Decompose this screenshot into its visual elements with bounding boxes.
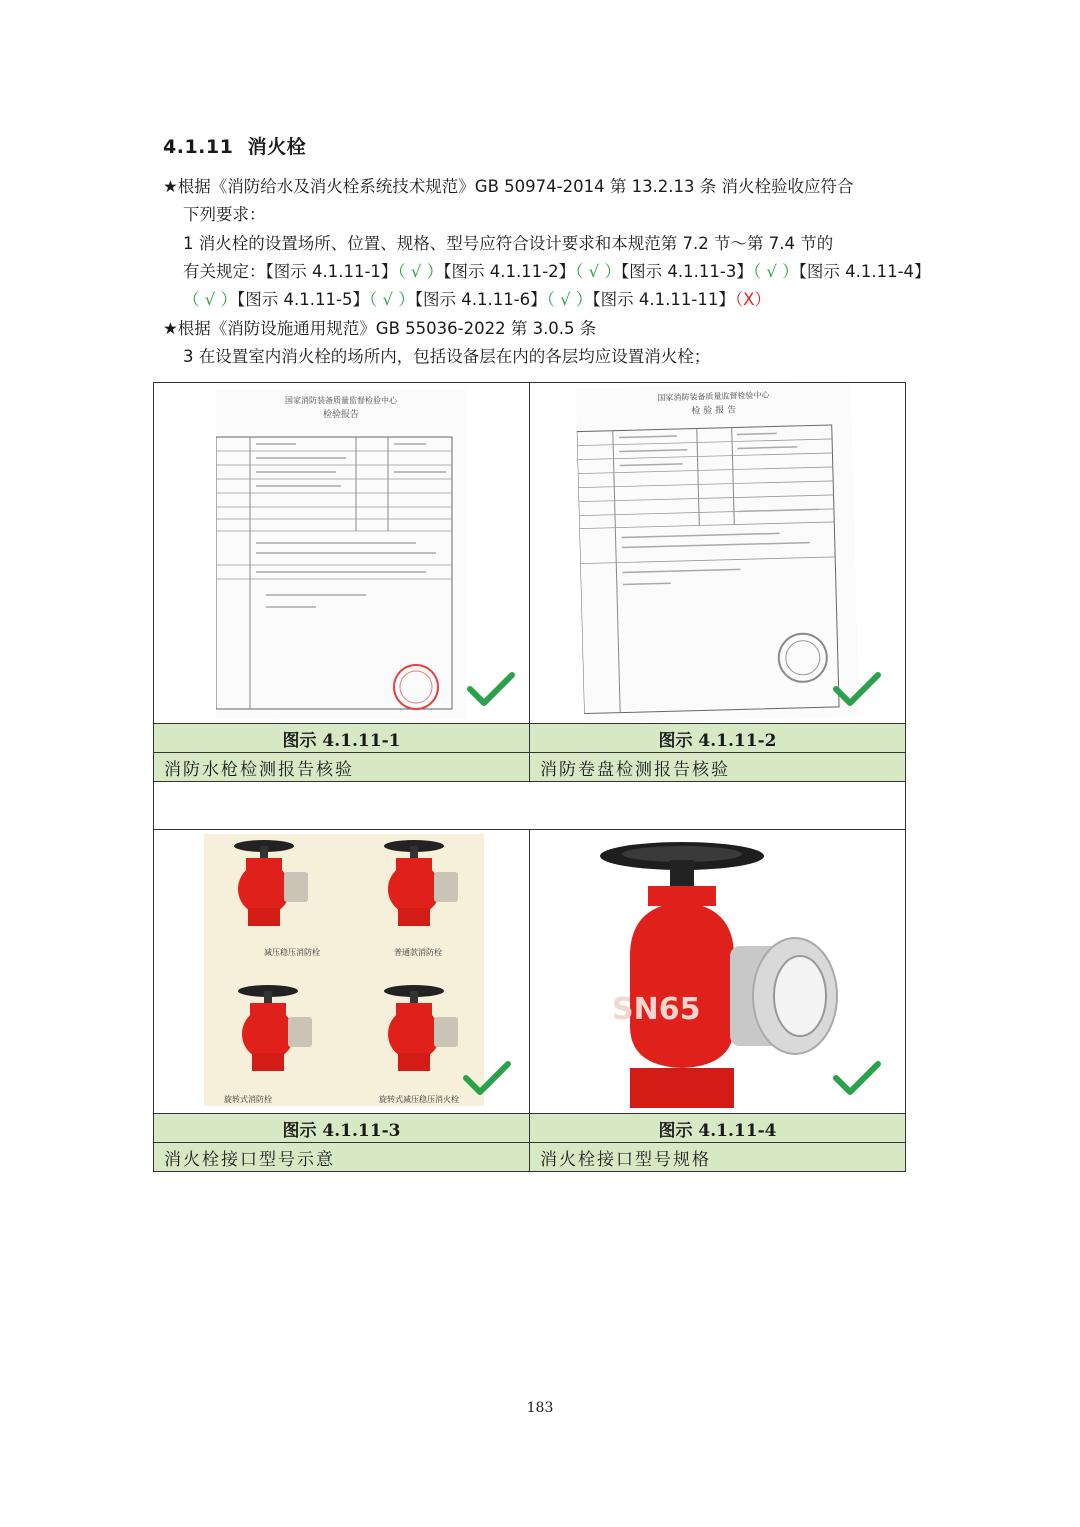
report-table-drawing — [216, 419, 466, 719]
figure-ref: 【图示 4.1.11-4】 — [798, 262, 931, 281]
figure-number: 图示 4.1.11-2 — [530, 724, 906, 753]
hydrant-illustrations — [204, 834, 484, 1106]
report-document-image — [576, 383, 860, 724]
check-mark: （ √ ） — [752, 262, 799, 281]
paragraph-1-line-1: ★根据《消防给水及消火栓系统技术规范》GB 50974-2014 第 13.2.13 条 消火栓验收应符合 — [163, 177, 854, 196]
check-mark: （ √ ） — [397, 262, 444, 281]
figure-image-hydrant-sn65 — [530, 830, 906, 1114]
paragraph-2-line-2 — [183, 258, 943, 287]
check-mark: （ √ ） — [546, 290, 593, 309]
figure-table — [153, 382, 906, 1172]
check-icon — [466, 671, 516, 707]
figure-caption: 消防水枪检测报告核验 — [154, 753, 530, 782]
figure-ref: 【图示 4.1.11-5】 — [237, 290, 369, 309]
paragraph-1-line-2: 下列要求： — [183, 205, 266, 224]
hydrant-label: 减压稳压消防栓 — [264, 948, 320, 957]
figure-number: 图示 4.1.11-3 — [154, 1114, 530, 1143]
hydrant-label: 普通款消防栓 — [394, 948, 442, 957]
hydrant-photo — [590, 836, 850, 1108]
section-heading — [163, 132, 306, 159]
check-mark: （ √ ） — [183, 290, 238, 309]
figure-ref: 【图示 4.1.11-2】 — [443, 262, 576, 281]
report-document-image — [216, 389, 466, 719]
figure-image-report-2 — [530, 383, 906, 724]
figure-number: 图示 4.1.11-1 — [154, 724, 530, 753]
figure-ref: 【图示 4.1.11-3】 — [620, 262, 753, 281]
cross-mark: （X） — [734, 290, 771, 309]
paragraph-4: 3 在设置室内消火栓的场所内，包括设备层在内的各层均应设置消火栓； — [183, 347, 711, 366]
figure-caption: 消火栓接口型号规格 — [530, 1143, 906, 1172]
hydrant-label: 旋转式减压稳压消火栓 — [379, 1095, 459, 1104]
check-mark: （ √ ） — [368, 290, 415, 309]
report-title: 国家消防装备质量监督检验中心 — [285, 396, 397, 405]
figure-number: 图示 4.1.11-4 — [530, 1114, 906, 1143]
paragraph-3: ★根据《消防设施通用规范》GB 55036-2022 第 3.0.5 条 — [163, 319, 597, 338]
spacer-row — [154, 782, 906, 830]
report-subtitle: 检 验 报 告 — [691, 405, 737, 417]
check-icon — [462, 1060, 512, 1096]
section-title: 消火栓 — [247, 136, 307, 158]
figure-image-hydrant-types — [154, 830, 530, 1114]
section-number: 4.1.11 — [163, 136, 234, 158]
hydrant-types-image — [204, 834, 484, 1106]
hydrant-model-text: SN65 — [612, 992, 701, 1027]
figure-image-report-1 — [154, 383, 530, 724]
report-table-drawing — [577, 416, 860, 723]
report-subtitle: 检验报告 — [322, 410, 359, 420]
figure-caption: 消火栓接口型号示意 — [154, 1143, 530, 1172]
report-title: 国家消防装备质量监督检验中心 — [657, 390, 770, 403]
paragraph-2-line-1: 1 消火栓的设置场所、位置、规格、型号应符合设计要求和本规范第 7.2 节～第 7.4 节的 — [183, 234, 834, 253]
check-icon — [832, 671, 882, 707]
hydrant-label: 旋转式消防栓 — [224, 1095, 272, 1104]
figure-caption: 消防卷盘检测报告核验 — [530, 753, 906, 782]
check-mark: （ √ ） — [575, 262, 621, 281]
figure-ref: 【图示 4.1.11-6】 — [414, 290, 547, 309]
paragraph-2-line-3 — [183, 286, 943, 315]
figure-ref: 有关规定：【图示 4.1.11-1】 — [183, 262, 398, 281]
page-number: 183 — [526, 1400, 554, 1416]
check-icon — [832, 1060, 882, 1096]
figure-ref: 【图示 4.1.11-11】 — [592, 290, 735, 309]
